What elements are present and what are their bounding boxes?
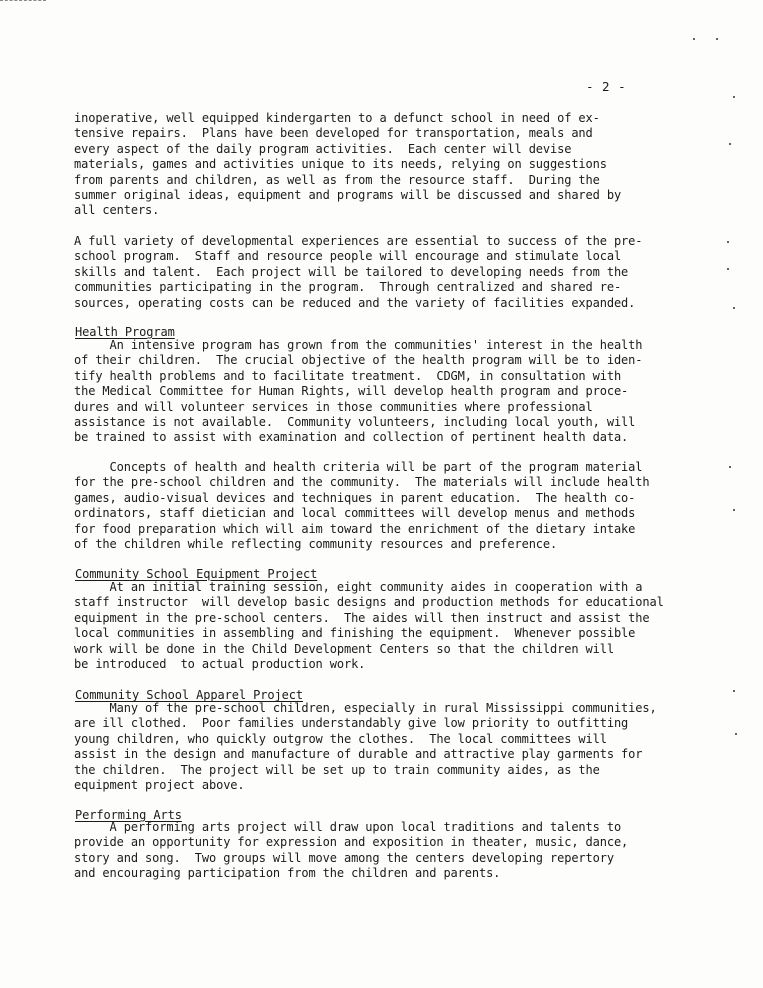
health-criteria-paragraph: Concepts of health and health criteria will be part of the program material for the pre-school children and the community. The materials will include health games, audio-visual devices and techniques in parent education. The health co- ordinators, staff dietician and local committees will develop menus and methods for food preparation which will aim toward the enrichment of the dietary intake of the children while reflecting community resources and preference. — [74, 460, 650, 552]
equipment-project-paragraph: At an initial training session, eight community aides in cooperation with a staff instructor will develop basic designs and production methods for educational equipment in the pre-school centers. The aides will then instruct and assist the local communities in assembling and finishing the equipment. Whenever possible work will be done in the Child Development Centers so that the children will be introduced to actual production work. — [74, 580, 664, 672]
scan-speck — [729, 466, 731, 468]
scan-speck — [716, 38, 718, 40]
intro-paragraph-continued: inoperative, well equipped kindergarten to a defunct school in need of ex- tensive repairs. Plans have been developed for transportation, meals and every aspect of the daily program activities. Each center will devise materials, games and activities unique to its needs, relying on suggestions from parents and children, as well as from the resource staff. During the summer original ideas, equipment and programs will be discussed and shared by all centers. — [74, 111, 622, 218]
scan-speck — [733, 690, 735, 692]
health-program-heading: Health Program — [75, 325, 175, 339]
scan-speck — [735, 733, 737, 735]
performing-arts-paragraph: A performing arts project will draw upon local traditions and talents to provide an opportunity for expression and exposition in theater, music, dance, story and song. Two groups will move among the centers developing repertory and encouraging participation from the children and parents. — [74, 820, 629, 881]
scan-edge-mark — [0, 0, 46, 1]
scan-speck — [727, 268, 729, 270]
scan-speck — [729, 143, 731, 145]
developmental-experiences-paragraph: A full variety of developmental experiences are essential to success of the pre- school program. Staff and resource people will encourage and stimulate local skills and talent. Each project will be tailored to developing needs from the communities participating in the program. Through centralized and shared re- sources, operating costs can be reduced and the variety of facilities expanded. — [74, 234, 643, 310]
scan-speck — [733, 509, 735, 511]
scan-speck — [733, 96, 735, 98]
performing-arts-heading: Performing Arts — [75, 808, 182, 822]
apparel-project-paragraph: Many of the pre-school children, especially in rural Mississippi communities, are ill clothed. Poor families understandably give low priority to outfitting young children, who quickly outgrow the clothes. The local committees will assist in the design and manufacture of durable and attractive play garments for the children. The project will be set up to train community aides, as the equipment project above. — [74, 701, 657, 793]
scan-speck — [733, 307, 735, 309]
apparel-project-heading: Community School Apparel Project — [75, 688, 303, 702]
scan-speck — [727, 241, 729, 243]
scan-speck — [693, 38, 695, 40]
equipment-project-heading: Community School Equipment Project — [75, 567, 318, 581]
health-program-paragraph: An intensive program has grown from the communities' interest in the health of their children. The crucial objective of the health program will be to iden- tify health problems and to facilitate treatment. CDGM, in consultation with the Medical Committee for Human Rights, will develop health program and proce- dures and will volunteer services in those communities where professional assistance is not available. Community volunteers, including local youth, will be trained to assist with examination and collection of pertinent health data. — [74, 338, 643, 445]
page-number: - 2 - — [586, 79, 627, 94]
